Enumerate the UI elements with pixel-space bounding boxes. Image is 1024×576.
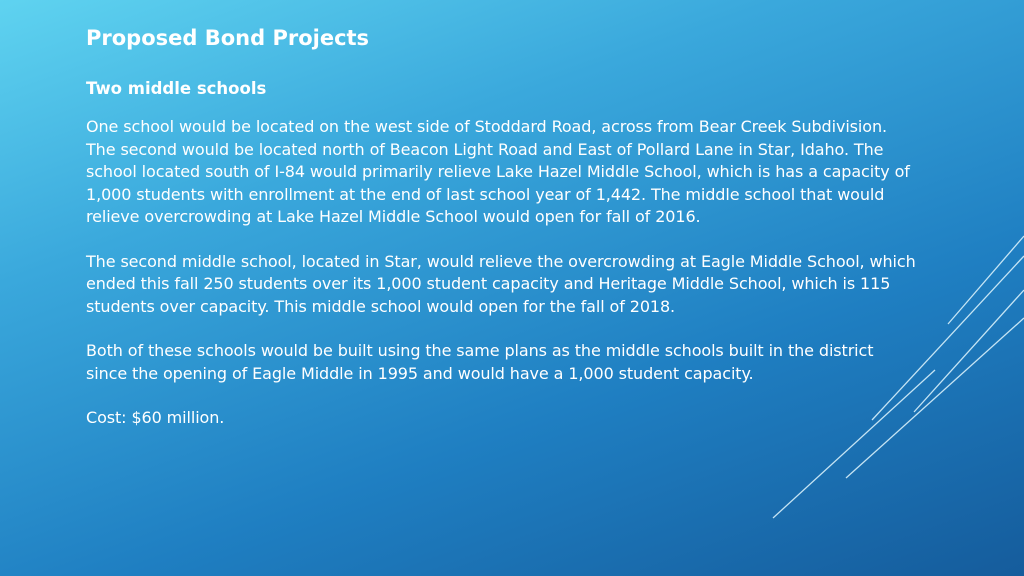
paragraph-star-school: The second middle school, located in Star, would relieve the overcrowding at Eagle Middle School, which ended this fall 250 students over its 1,000 student capacity and Heritage Middle School, which is 115 students over capacity. This middle school would open for the fall of 2018. <box>86 251 916 316</box>
deco-line-1 <box>948 236 1024 324</box>
deco-line-3 <box>914 290 1024 412</box>
slide-content <box>86 24 916 430</box>
paragraph-locations: One school would be located on the west side of Stoddard Road, across from Bear Creek Subdivision. The second would be located north of Beacon Light Road and East of Pollard Lane in Star, Idaho. The school located south of I-84 would primarily relieve Lake Hazel Middle School, which is has a capacity of 1,000 students with enrollment at the end of last school year of 1,442. The middle school that would relieve overcrowding at Lake Hazel Middle School would open for fall of 2016. <box>86 117 910 226</box>
slide-subtitle: Two middle schools <box>86 79 267 98</box>
slide-title: Proposed Bond Projects <box>86 26 370 50</box>
paragraph-plans: Both of these schools would be built using the same plans as the middle schools built in the district since the opening of Eagle Middle in 1995 and would have a 1,000 student capacity. <box>86 341 874 383</box>
paragraph-cost: Cost: $60 million. <box>86 408 225 427</box>
